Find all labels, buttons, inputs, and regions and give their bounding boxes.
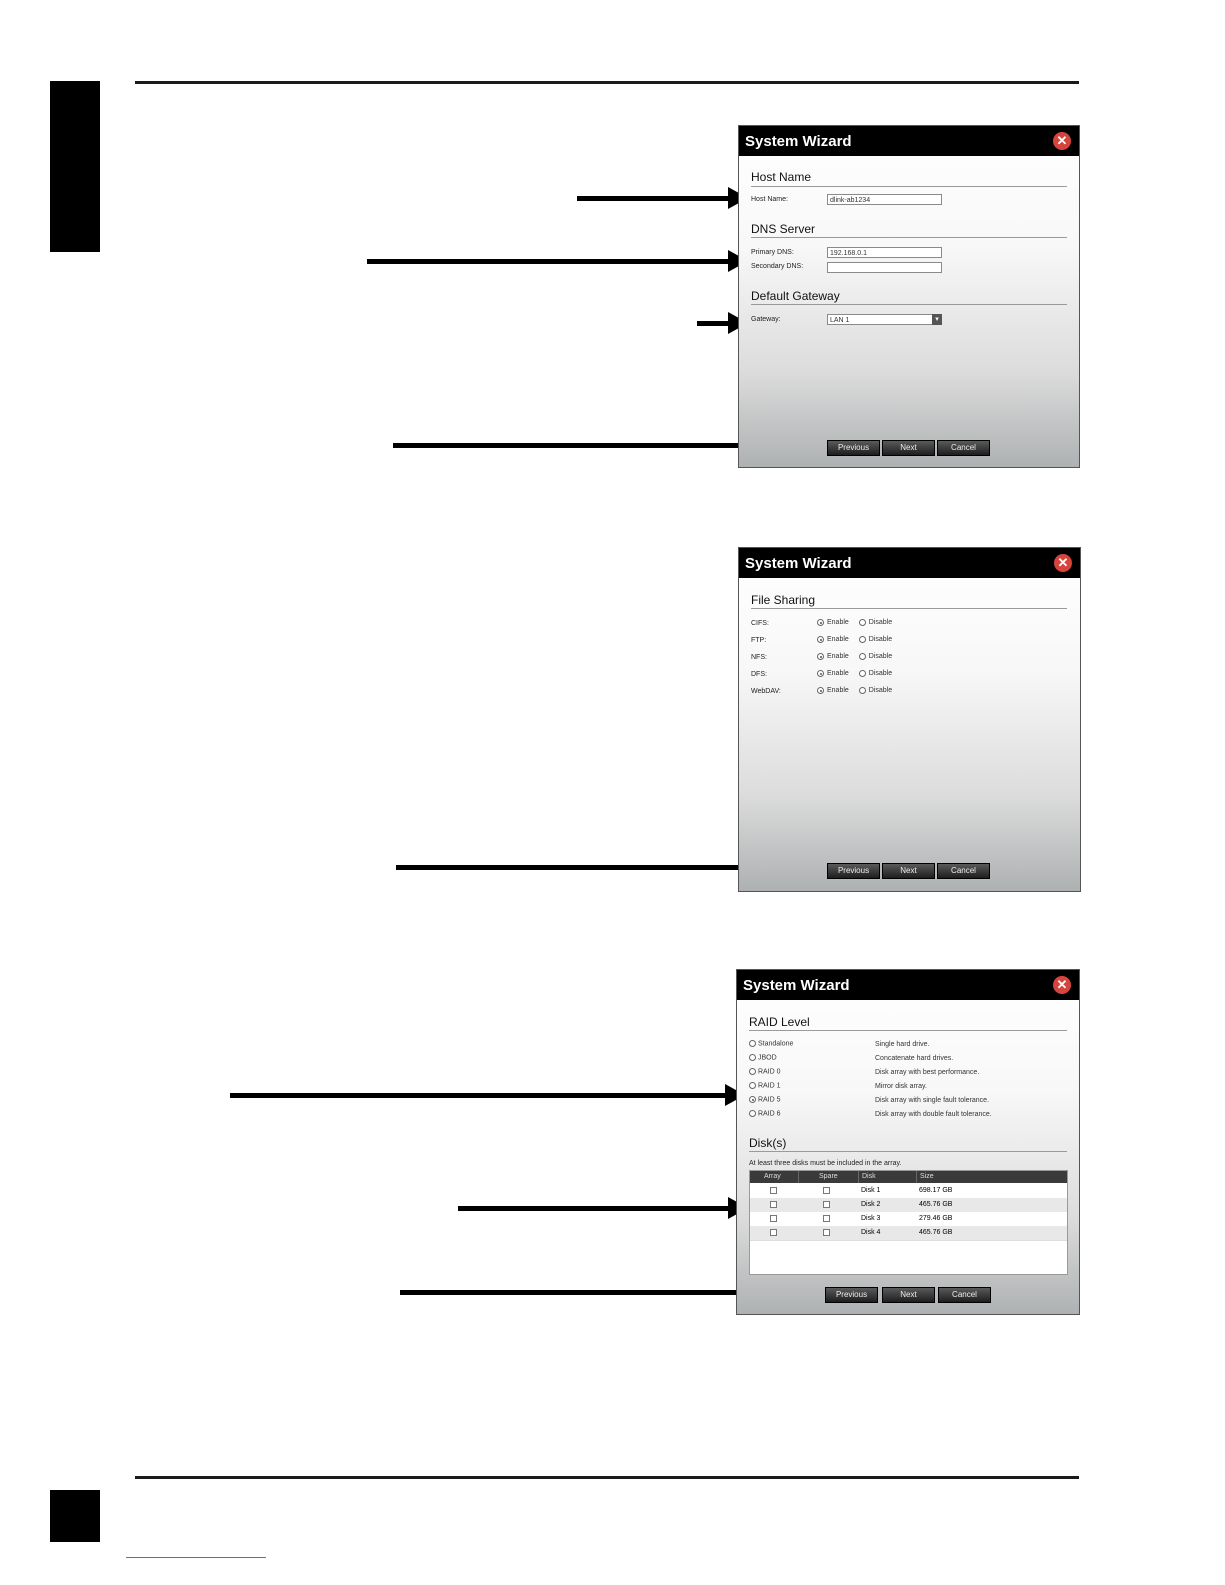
- service-label-nfs: NFS:: [751, 654, 767, 661]
- bottom-rule: [135, 1476, 1079, 1479]
- raid-option-raid6[interactable]: [749, 1110, 781, 1117]
- next-button[interactable]: Next: [882, 440, 935, 456]
- gateway-select[interactable]: [827, 314, 942, 325]
- raid-name: Standalone: [757, 1040, 794, 1048]
- divider: [751, 186, 1067, 187]
- raid-desc: Disk array with single fault tolerance.: [875, 1097, 989, 1104]
- callout-arrow-buttons-1: [393, 443, 796, 448]
- divider: [751, 608, 1067, 609]
- raid-name: RAID 6: [757, 1110, 781, 1118]
- enable-radio[interactable]: [817, 670, 824, 677]
- callout-arrow-dns: [367, 259, 730, 264]
- divider: [751, 304, 1067, 305]
- divider: [749, 1151, 1067, 1152]
- table-row[interactable]: [750, 1184, 1067, 1199]
- primary-dns-label: Primary DNS:: [751, 249, 794, 256]
- enable-label: Enable: [827, 636, 849, 643]
- callout-arrow-disks: [458, 1206, 730, 1211]
- service-label-cifs: CIFS:: [751, 620, 769, 627]
- disable-radio[interactable]: [859, 687, 866, 694]
- disable-label: Disable: [868, 636, 893, 643]
- raid-name: RAID 5: [757, 1096, 781, 1104]
- raid-radio[interactable]: [749, 1068, 756, 1075]
- col-header-size[interactable]: Size: [916, 1171, 1067, 1183]
- divider: [749, 1030, 1067, 1031]
- cancel-button[interactable]: Cancel: [938, 1287, 991, 1303]
- wizard-title-bar: [739, 126, 1079, 156]
- raid-name: RAID 0: [757, 1068, 781, 1076]
- divider: [751, 237, 1067, 238]
- chevron-down-icon[interactable]: ▾: [932, 314, 942, 325]
- gateway-select-value: LAN 1: [830, 317, 850, 324]
- page-number-block: [50, 1490, 100, 1542]
- footer-link-underline: [126, 1557, 266, 1558]
- spare-checkbox[interactable]: [823, 1187, 830, 1194]
- raid-desc: Mirror disk array.: [875, 1083, 927, 1090]
- enable-radio[interactable]: [817, 619, 824, 626]
- disable-radio[interactable]: [859, 653, 866, 660]
- col-header-spare[interactable]: Spare: [798, 1171, 858, 1183]
- enable-radio[interactable]: [817, 653, 824, 660]
- wizard-title-bar: [739, 548, 1080, 578]
- raid-radio[interactable]: [749, 1096, 756, 1103]
- dns-server-heading: DNS Server: [751, 222, 816, 236]
- disk-size: 279.46 GB: [919, 1215, 953, 1222]
- col-header-array[interactable]: Array: [750, 1171, 798, 1183]
- service-label-dfs: DFS:: [751, 671, 767, 678]
- raid-radio[interactable]: [749, 1040, 756, 1047]
- array-checkbox[interactable]: [770, 1229, 777, 1236]
- raid-option-raid5[interactable]: [749, 1096, 781, 1103]
- raid-radio[interactable]: [749, 1054, 756, 1061]
- raid-desc: Single hard drive.: [875, 1041, 930, 1048]
- disable-radio[interactable]: [859, 636, 866, 643]
- service-options-cifs: [817, 619, 900, 626]
- close-icon[interactable]: ✕: [1054, 554, 1072, 572]
- close-icon[interactable]: ✕: [1053, 976, 1071, 994]
- disk-name: Disk 2: [861, 1201, 881, 1208]
- disk-name: Disk 4: [861, 1229, 881, 1236]
- raid-option-raid0[interactable]: [749, 1068, 781, 1075]
- raid-radio[interactable]: [749, 1110, 756, 1117]
- top-rule: [135, 81, 1079, 84]
- wizard-title: System Wizard: [743, 976, 850, 994]
- system-wizard-raid: [736, 969, 1080, 1315]
- language-side-tab: [50, 81, 100, 252]
- next-button[interactable]: Next: [882, 1287, 935, 1303]
- callout-arrow-gateway: [697, 321, 730, 326]
- spare-checkbox[interactable]: [823, 1201, 830, 1208]
- enable-label: Enable: [827, 619, 849, 626]
- raid-desc: Disk array with double fault tolerance.: [875, 1111, 992, 1118]
- disks-heading: Disk(s): [749, 1136, 787, 1150]
- service-options-dfs: [817, 670, 900, 677]
- raid-option-standalone[interactable]: [749, 1040, 793, 1047]
- host-name-heading: Host Name: [751, 170, 812, 184]
- secondary-dns-label: Secondary DNS:: [751, 263, 804, 270]
- disks-table: [749, 1170, 1068, 1275]
- disk-size: 465.76 GB: [919, 1201, 953, 1208]
- disks-instruction: At least three disks must be included in the array.: [749, 1160, 902, 1167]
- disable-radio[interactable]: [859, 670, 866, 677]
- array-checkbox[interactable]: [770, 1187, 777, 1194]
- raid-desc: Disk array with best performance.: [875, 1069, 980, 1076]
- secondary-dns-input[interactable]: [827, 262, 942, 273]
- raid-level-heading: RAID Level: [749, 1015, 810, 1029]
- disable-label: Disable: [868, 670, 893, 677]
- system-wizard-file-sharing: [738, 547, 1081, 892]
- disable-radio[interactable]: [859, 619, 866, 626]
- col-header-disk[interactable]: Disk: [858, 1171, 916, 1183]
- enable-label: Enable: [827, 687, 849, 694]
- table-row[interactable]: [750, 1212, 1067, 1227]
- wizard-title: System Wizard: [745, 554, 852, 572]
- host-name-label: Host Name:: [751, 196, 788, 203]
- disk-size: 465.76 GB: [919, 1229, 953, 1236]
- raid-option-raid1[interactable]: [749, 1082, 781, 1089]
- raid-name: RAID 1: [757, 1082, 781, 1090]
- disk-name: Disk 1: [861, 1187, 881, 1194]
- wizard-title: System Wizard: [745, 132, 852, 150]
- previous-button[interactable]: Previous: [827, 863, 880, 879]
- array-checkbox[interactable]: [770, 1215, 777, 1222]
- service-label-webdav: WebDAV:: [751, 688, 781, 695]
- raid-name: JBOD: [757, 1054, 777, 1062]
- raid-option-jbod[interactable]: [749, 1054, 777, 1061]
- primary-dns-input[interactable]: 192.168.0.1: [827, 247, 942, 258]
- array-checkbox[interactable]: [770, 1201, 777, 1208]
- callout-arrow-raid-level: [230, 1093, 727, 1098]
- gateway-label: Gateway:: [751, 316, 781, 323]
- disk-name: Disk 3: [861, 1215, 881, 1222]
- spare-checkbox[interactable]: [823, 1215, 830, 1222]
- wizard-title-bar: [737, 970, 1079, 1000]
- raid-desc: Concatenate hard drives.: [875, 1055, 954, 1062]
- raid-radio[interactable]: [749, 1082, 756, 1089]
- enable-radio[interactable]: [817, 687, 824, 694]
- default-gateway-heading: Default Gateway: [751, 289, 840, 303]
- previous-button[interactable]: Previous: [825, 1287, 878, 1303]
- service-options-webdav: [817, 687, 900, 694]
- disable-label: Disable: [868, 619, 893, 626]
- table-row[interactable]: [750, 1198, 1067, 1213]
- disable-label: Disable: [868, 653, 893, 660]
- file-sharing-heading: File Sharing: [751, 593, 816, 607]
- table-row[interactable]: [750, 1226, 1067, 1241]
- service-options-ftp: [817, 636, 900, 643]
- close-icon[interactable]: ✕: [1053, 132, 1071, 150]
- system-wizard-network: [738, 125, 1080, 468]
- previous-button[interactable]: Previous: [827, 440, 880, 456]
- callout-arrow-host-name: [577, 196, 730, 201]
- enable-label: Enable: [827, 653, 849, 660]
- enable-label: Enable: [827, 670, 849, 677]
- enable-radio[interactable]: [817, 636, 824, 643]
- cancel-button[interactable]: Cancel: [937, 863, 990, 879]
- service-label-ftp: FTP:: [751, 637, 767, 644]
- next-button[interactable]: Next: [882, 863, 935, 879]
- disk-size: 698.17 GB: [919, 1187, 953, 1194]
- spare-checkbox[interactable]: [823, 1229, 830, 1236]
- disable-label: Disable: [868, 687, 893, 694]
- host-name-input[interactable]: dlink-ab1234: [827, 194, 942, 205]
- service-options-nfs: [817, 653, 900, 660]
- cancel-button[interactable]: Cancel: [937, 440, 990, 456]
